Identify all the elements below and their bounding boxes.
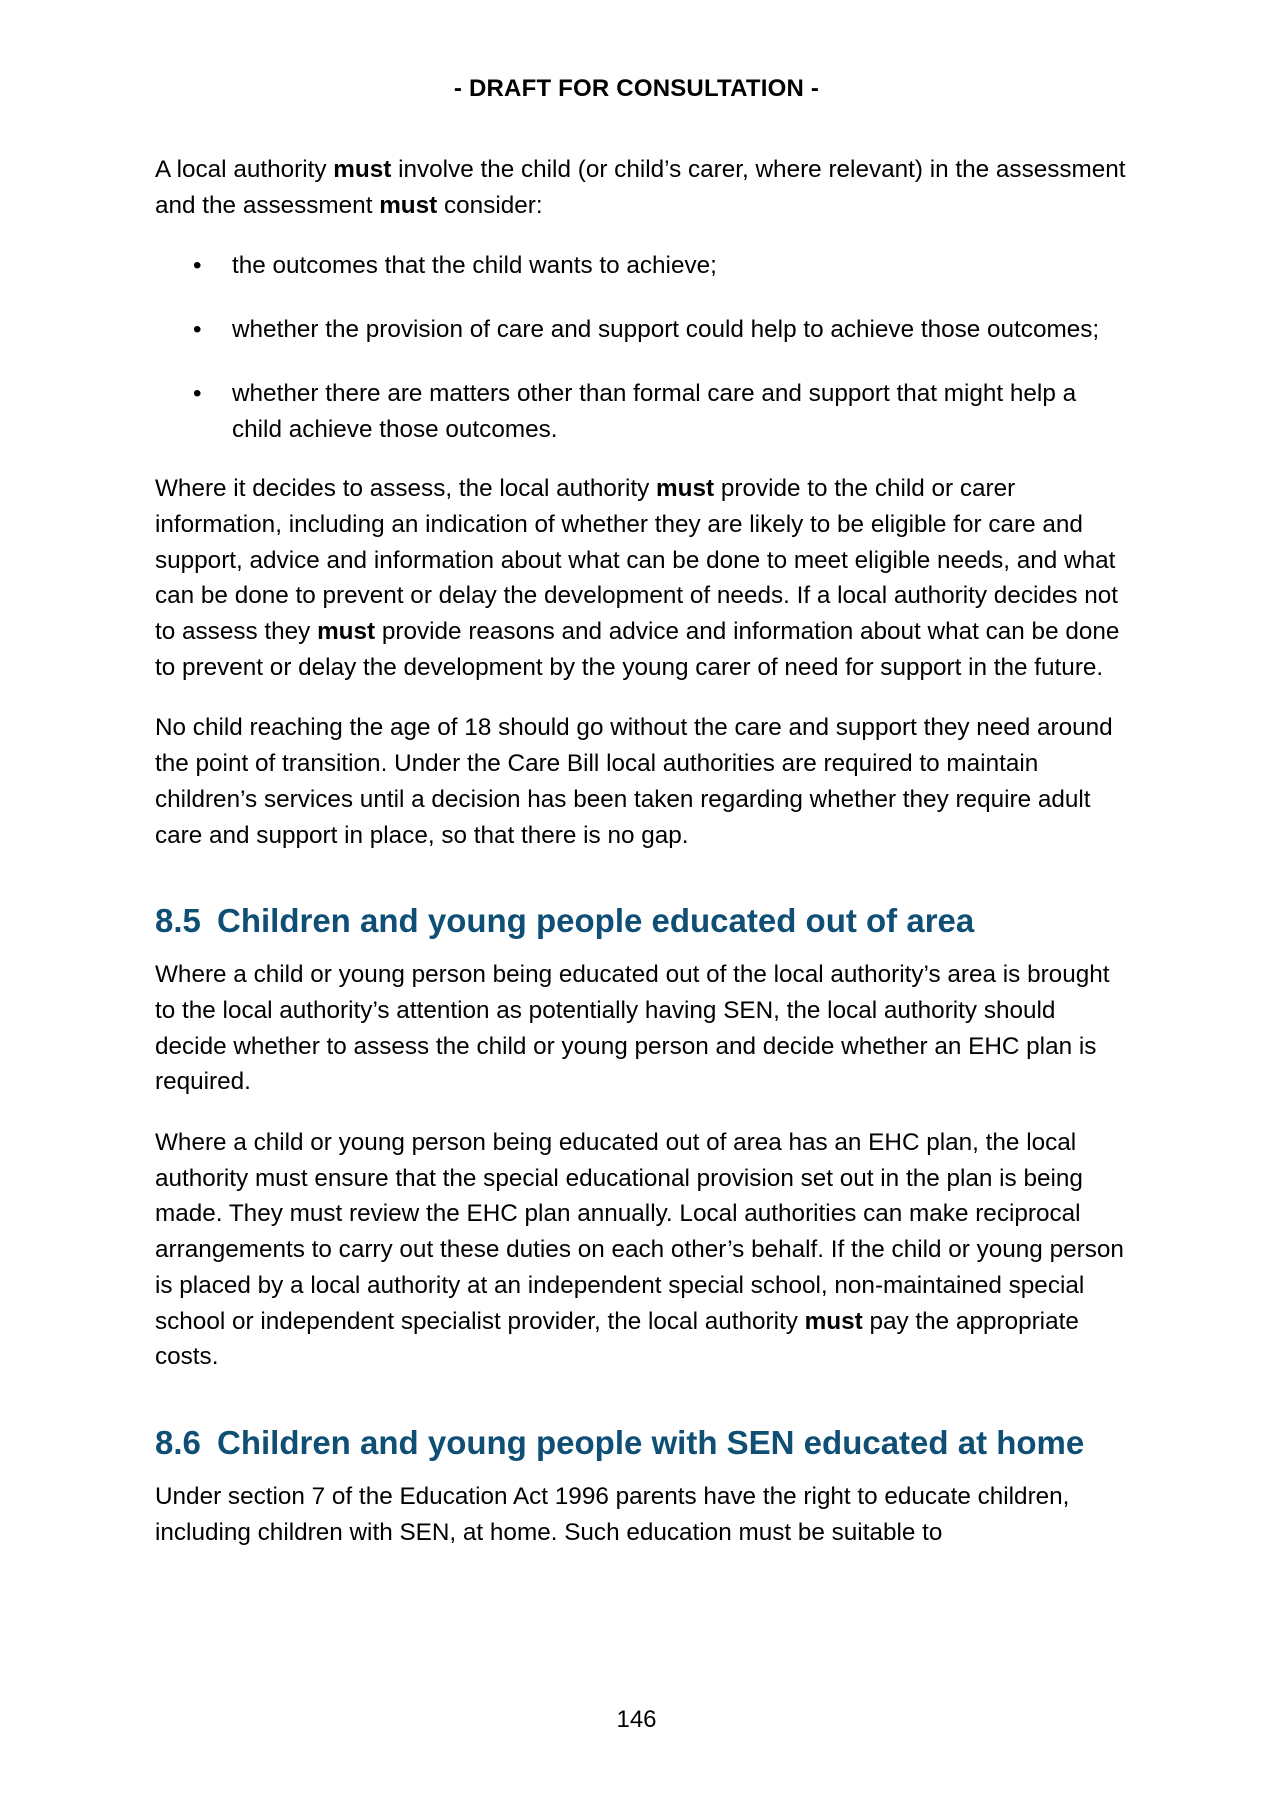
assessment-information-paragraph: Where it decides to assess, the local authority must provide to the child or carer information, including an indication of whether they are likely to be eligible for care and support, advice and information about what can be done to meet eligible needs, and what can be done to prevent or delay the development of needs. If a local authority decides not to assess they must provide reasons and advice and information about what can be done to prevent or delay the development by the young carer of need for support in the future. bbox=[155, 475, 1120, 681]
section-heading-8-5: 8.5 Children and young people educated out of area bbox=[155, 902, 975, 940]
list-item: • whether the provision of care and support could help to achieve those outcomes; bbox=[155, 312, 1130, 348]
bullet-icon: • bbox=[193, 316, 202, 344]
intro-paragraph: A local authority must involve the child (or child’s carer, where relevant) in the assessment and the assessment must consider: bbox=[155, 156, 1126, 219]
list-item: • whether there are matters other than formal care and support that might help a child achieve those outcomes. bbox=[155, 376, 1130, 447]
page-content bbox=[155, 152, 1130, 1575]
bullet-icon: • bbox=[193, 379, 202, 407]
bullet-icon: • bbox=[193, 252, 202, 280]
section-heading-8-6: 8.6 Children and young people with SEN educated at home bbox=[155, 1423, 1085, 1461]
emphasis-must: must bbox=[379, 191, 438, 219]
assessment-bullet-list bbox=[155, 248, 1130, 447]
section-8-5-paragraph-2: Where a child or young person being educated out of area has an EHC plan, the local authority must ensure that the special educational provision set out in the plan is being made. They must review the EHC plan annually. Local authorities can make reciprocal arrangements to carry out these duties on each other’s behalf. If the child or young person is placed by a local authority at an independent special school, non-maintained special school or independent specialist provider, the local authority must pay the appropriate costs. bbox=[155, 1129, 1124, 1371]
section-8-6-paragraph-1: Under section 7 of the Education Act 1996 parents have the right to educate children, including children with SEN, at home. Such education must be suitable to bbox=[155, 1482, 1070, 1546]
list-item: • the outcomes that the child wants to achieve; bbox=[155, 248, 1130, 284]
draft-header: - DRAFT FOR CONSULTATION - bbox=[453, 75, 820, 102]
transition-paragraph: No child reaching the age of 18 should go without the care and support they need around the point of transition. Under the Care Bill local authorities are required to maintain children’s services until a decision has been taken regarding whether they require adult care and support in place, so that there is no gap. bbox=[155, 714, 1113, 849]
section-8-5-paragraph-1: Where a child or young person being educated out of the local authority’s area is brought to the local authority’s attention as potentially having SEN, the local authority should decide whether to assess the child or young person and decide whether an EHC plan is required. bbox=[155, 961, 1110, 1096]
emphasis-must: must bbox=[804, 1307, 863, 1335]
emphasis-must: must bbox=[656, 475, 715, 503]
emphasis-must: must bbox=[333, 156, 392, 183]
emphasis-must: must bbox=[317, 618, 376, 646]
page-number: 146 bbox=[616, 1706, 657, 1733]
